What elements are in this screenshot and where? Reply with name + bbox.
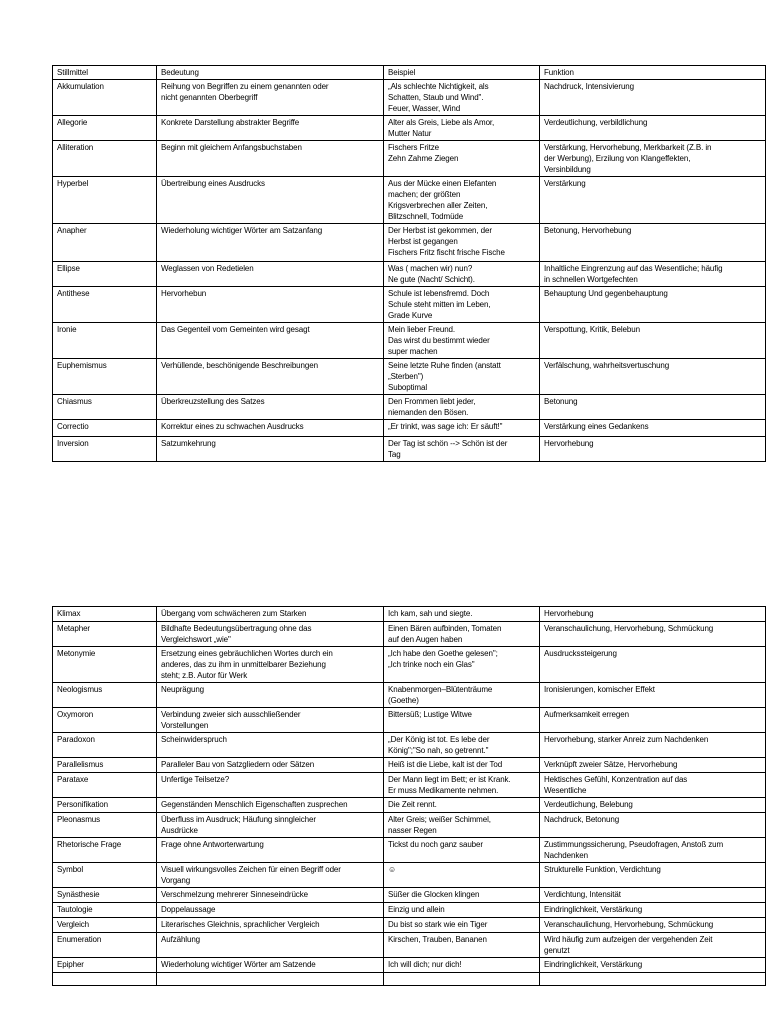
table-row: [53, 287, 766, 323]
table-row: [53, 733, 766, 758]
stilmittel-cell: Symbol: [53, 863, 157, 888]
funktion-cell: Hervorhebung: [540, 437, 766, 462]
beispiel-cell: Einzig und allein: [384, 903, 540, 918]
table-row: [53, 141, 766, 177]
stilmittel-cell: Pleonasmus: [53, 813, 157, 838]
funktion-cell: Verspottung, Kritik, Belebun: [540, 323, 766, 359]
beispiel-cell: „Als schlechte Nichtigkeit, als Schatten, Staub und Wind". Feuer, Wasser, Wind: [384, 80, 540, 116]
table-row: [53, 437, 766, 462]
bedeutung-cell: Übertreibung eines Ausdrucks: [157, 177, 384, 224]
table-row: [53, 773, 766, 798]
funktion-cell: Veranschaulichung, Hervorhebung, Schmückung: [540, 918, 766, 933]
bedeutung-cell: Beginn mit gleichem Anfangsbuchstaben: [157, 141, 384, 177]
beispiel-cell: Kirschen, Trauben, Bananen: [384, 933, 540, 958]
stilmittel-cell: Allegorie: [53, 116, 157, 141]
stilmittel-cell: [53, 973, 157, 986]
funktion-cell: Betonung, Hervorhebung: [540, 224, 766, 262]
table-row: [53, 683, 766, 708]
stilmittel-cell: Personifikation: [53, 798, 157, 813]
beispiel-cell: Seine letzte Ruhe finden (anstatt „Sterben") Suboptimal: [384, 359, 540, 395]
funktion-cell: Zustimmungssicherung, Pseudofragen, Anstoß zum Nachdenken: [540, 838, 766, 863]
stilmittel-cell: Neologismus: [53, 683, 157, 708]
bedeutung-cell: Satzumkehrung: [157, 437, 384, 462]
bedeutung-cell: Überfluss im Ausdruck; Häufung sinngleicher Ausdrücke: [157, 813, 384, 838]
beispiel-cell: Alter als Greis, Liebe als Amor, Mutter Natur: [384, 116, 540, 141]
stilmittel-cell: Correctio: [53, 420, 157, 437]
beispiel-cell: „Der König ist tot. Es lebe der König";"So nah, so getrennt.": [384, 733, 540, 758]
bedeutung-cell: Ersetzung eines gebräuchlichen Wortes durch ein anderes, das zu ihm in unmittelbarer Beziehung steht; z.B. Autor für Werk: [157, 647, 384, 683]
bedeutung-cell: Übergang vom schwächeren zum Starken: [157, 607, 384, 622]
stilmittel-cell: Akkumulation: [53, 80, 157, 116]
table-row: [53, 973, 766, 986]
beispiel-cell: ☺: [384, 863, 540, 888]
beispiel-cell: Bittersüß; Lustige Witwe: [384, 708, 540, 733]
funktion-cell: Eindringlichkeit, Verstärkung: [540, 903, 766, 918]
funktion-cell: Verdeutlichung, Belebung: [540, 798, 766, 813]
bedeutung-cell: Bildhafte Bedeutungsübertragung ohne das Vergleichswort „wie": [157, 622, 384, 647]
funktion-cell: Hektisches Gefühl, Konzentration auf das Wesentliche: [540, 773, 766, 798]
table-row: [53, 813, 766, 838]
bedeutung-cell: Das Gegenteil vom Gemeinten wird gesagt: [157, 323, 384, 359]
table-row: [53, 798, 766, 813]
beispiel-cell: „Er trinkt, was sage ich: Er säuft!": [384, 420, 540, 437]
table-row: [53, 758, 766, 773]
bedeutung-cell: Konkrete Darstellung abstrakter Begriffe: [157, 116, 384, 141]
funktion-cell: Wird häufig zum aufzeigen der vergehenden Zeit genutzt: [540, 933, 766, 958]
table-row: [53, 863, 766, 888]
table-row: [53, 177, 766, 224]
table-row: [53, 838, 766, 863]
bedeutung-cell: Gegenständen Menschlich Eigenschaften zusprechen: [157, 798, 384, 813]
table-row: [53, 622, 766, 647]
funktion-cell: Verstärkung eines Gedankens: [540, 420, 766, 437]
bedeutung-cell: Verbindung zweier sich ausschließender Vorstellungen: [157, 708, 384, 733]
stilmittel-cell: Rhetorische Frage: [53, 838, 157, 863]
table-row: [53, 958, 766, 973]
table-row: [53, 888, 766, 903]
stilmittel-cell: Chiasmus: [53, 395, 157, 420]
table-row: [53, 224, 766, 262]
table-row: [53, 420, 766, 437]
table-row: [53, 323, 766, 359]
table-row: [53, 359, 766, 395]
stilmittel-cell: Synästhesie: [53, 888, 157, 903]
bedeutung-cell: Überkreuzstellung des Satzes: [157, 395, 384, 420]
funktion-cell: Hervorhebung, starker Anreiz zum Nachdenken: [540, 733, 766, 758]
bedeutung-cell: Wiederholung wichtiger Wörter am Satzende: [157, 958, 384, 973]
table-row: [53, 903, 766, 918]
stilmittel-cell: Oxymoron: [53, 708, 157, 733]
stilmittel-table-1: [52, 65, 766, 462]
bedeutung-cell: Wiederholung wichtiger Wörter am Satzanfang: [157, 224, 384, 262]
bedeutung-cell: Paralleler Bau von Satzgliedern oder Sätzen: [157, 758, 384, 773]
beispiel-cell: Was ( machen wir) nun? Ne gute (Nacht/ Schicht).: [384, 262, 540, 287]
bedeutung-cell: Frage ohne Antworterwartung: [157, 838, 384, 863]
beispiel-cell: Der Herbst ist gekommen, der Herbst ist gegangen Fischers Fritz fischt frische Fische: [384, 224, 540, 262]
stilmittel-cell: Ellipse: [53, 262, 157, 287]
funktion-cell: [540, 973, 766, 986]
stilmittel-cell: Anapher: [53, 224, 157, 262]
bedeutung-cell: Hervorhebun: [157, 287, 384, 323]
header-cell: Stillmittel: [53, 66, 157, 80]
beispiel-cell: Alter Greis; weißer Schimmel, nasser Regen: [384, 813, 540, 838]
header-cell: Bedeutung: [157, 66, 384, 80]
table-row: [53, 116, 766, 141]
bedeutung-cell: Literarisches Gleichnis, sprachlicher Vergleich: [157, 918, 384, 933]
beispiel-cell: Süßer die Glocken klingen: [384, 888, 540, 903]
stilmittel-cell: Enumeration: [53, 933, 157, 958]
header-cell: Funktion: [540, 66, 766, 80]
beispiel-cell: Aus der Mücke einen Elefanten machen; der größten Krigsverbrechen aller Zeiten, Blitzschnell, Todmüde: [384, 177, 540, 224]
table-row: [53, 918, 766, 933]
bedeutung-cell: Korrektur eines zu schwachen Ausdrucks: [157, 420, 384, 437]
funktion-cell: Nachdruck, Betonung: [540, 813, 766, 838]
table-row: [53, 708, 766, 733]
stilmittel-cell: Hyperbel: [53, 177, 157, 224]
stilmittel-cell: Epipher: [53, 958, 157, 973]
stilmittel-cell: Tautologie: [53, 903, 157, 918]
funktion-cell: Verstärkung, Hervorhebung, Merkbarkeit (Z.B. in der Werbung), Erzilung von Klangeffekten, Versinbildung: [540, 141, 766, 177]
beispiel-cell: Der Mann liegt im Bett; er ist Krank. Er muss Medikamente nehmen.: [384, 773, 540, 798]
table-row: [53, 933, 766, 958]
beispiel-cell: Tickst du noch ganz sauber: [384, 838, 540, 863]
funktion-cell: Ausdruckssteigerung: [540, 647, 766, 683]
beispiel-cell: Der Tag ist schön --> Schön ist der Tag: [384, 437, 540, 462]
beispiel-cell: Heiß ist die Liebe, kalt ist der Tod: [384, 758, 540, 773]
funktion-cell: Behauptung Und gegenbehauptung: [540, 287, 766, 323]
beispiel-cell: Schule ist lebensfremd. Doch Schule steht mitten im Leben, Grade Kurve: [384, 287, 540, 323]
beispiel-cell: [384, 973, 540, 986]
beispiel-cell: Du bist so stark wie ein Tiger: [384, 918, 540, 933]
bedeutung-cell: Neuprägung: [157, 683, 384, 708]
bedeutung-cell: [157, 973, 384, 986]
bedeutung-cell: Verhüllende, beschönigende Beschreibungen: [157, 359, 384, 395]
funktion-cell: Verfälschung, wahrheitsvertuschung: [540, 359, 766, 395]
funktion-cell: Verdichtung, Intensität: [540, 888, 766, 903]
funktion-cell: Inhaltliche Eingrenzung auf das Wesentliche; häufig in schnellen Wortgefechten: [540, 262, 766, 287]
beispiel-cell: Fischers Fritze Zehn Zahme Ziegen: [384, 141, 540, 177]
funktion-cell: Ironisierungen, komischer Effekt: [540, 683, 766, 708]
bedeutung-cell: Doppelaussage: [157, 903, 384, 918]
funktion-cell: Eindringlichkeit, Verstärkung: [540, 958, 766, 973]
bedeutung-cell: Verschmelzung mehrerer Sinneseindrücke: [157, 888, 384, 903]
table-row: [53, 80, 766, 116]
beispiel-cell: Knabenmorgen–Blütenträume (Goethe): [384, 683, 540, 708]
table-row: [53, 647, 766, 683]
beispiel-cell: Mein lieber Freund. Das wirst du bestimmt wieder super machen: [384, 323, 540, 359]
beispiel-cell: Einen Bären aufbinden, Tomaten auf den Augen haben: [384, 622, 540, 647]
funktion-cell: Betonung: [540, 395, 766, 420]
funktion-cell: Hervorhebung: [540, 607, 766, 622]
beispiel-cell: Ich will dich; nur dich!: [384, 958, 540, 973]
stilmittel-cell: Antithese: [53, 287, 157, 323]
stilmittel-cell: Klimax: [53, 607, 157, 622]
bedeutung-cell: Scheinwiderspruch: [157, 733, 384, 758]
beispiel-cell: Die Zeit rennt.: [384, 798, 540, 813]
funktion-cell: Verdeutlichung, verbildlichung: [540, 116, 766, 141]
stilmittel-cell: Metonymie: [53, 647, 157, 683]
bedeutung-cell: Reihung von Begriffen zu einem genannten oder nicht genannten Oberbegriff: [157, 80, 384, 116]
funktion-cell: Veranschaulichung, Hervorhebung, Schmückung: [540, 622, 766, 647]
stilmittel-cell: Vergleich: [53, 918, 157, 933]
funktion-cell: Nachdruck, Intensivierung: [540, 80, 766, 116]
funktion-cell: Strukturelle Funktion, Verdichtung: [540, 863, 766, 888]
funktion-cell: Verknüpft zweier Sätze, Hervorhebung: [540, 758, 766, 773]
stilmittel-cell: Metapher: [53, 622, 157, 647]
bedeutung-cell: Unfertige Teilsetze?: [157, 773, 384, 798]
stilmittel-cell: Euphemismus: [53, 359, 157, 395]
stilmittel-cell: Inversion: [53, 437, 157, 462]
stilmittel-cell: Paradoxon: [53, 733, 157, 758]
table-row: [53, 262, 766, 287]
table-row: [53, 395, 766, 420]
table-row: [53, 607, 766, 622]
beispiel-cell: „Ich habe den Goethe gelesen"; „Ich trinke noch ein Glas": [384, 647, 540, 683]
stilmittel-cell: Ironie: [53, 323, 157, 359]
table-header-row: [53, 66, 766, 80]
stilmittel-cell: Alliteration: [53, 141, 157, 177]
beispiel-cell: Ich kam, sah und siegte.: [384, 607, 540, 622]
stilmittel-cell: Parallelismus: [53, 758, 157, 773]
header-cell: Beispiel: [384, 66, 540, 80]
stilmittel-table-2: [52, 606, 766, 986]
funktion-cell: Verstärkung: [540, 177, 766, 224]
bedeutung-cell: Weglassen von Redetielen: [157, 262, 384, 287]
bedeutung-cell: Visuell wirkungsvolles Zeichen für einen Begriff oder Vorgang: [157, 863, 384, 888]
funktion-cell: Aufmerksamkeit erregen: [540, 708, 766, 733]
stilmittel-cell: Parataxe: [53, 773, 157, 798]
bedeutung-cell: Aufzählung: [157, 933, 384, 958]
beispiel-cell: Den Frommen liebt jeder, niemanden den Bösen.: [384, 395, 540, 420]
